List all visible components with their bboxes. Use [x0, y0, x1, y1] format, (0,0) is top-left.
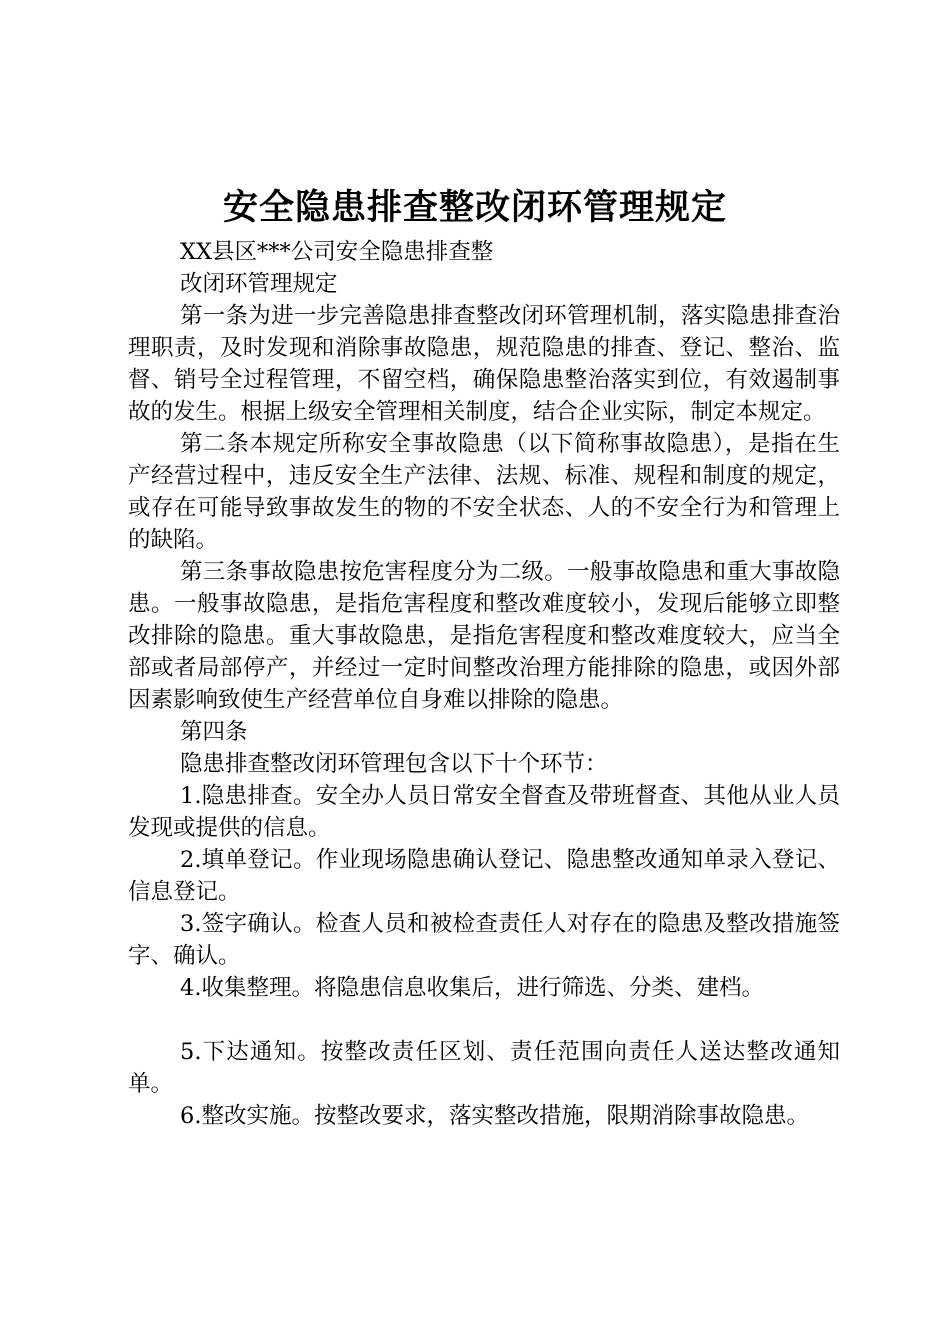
- step-5: 5.下达通知。按整改责任区划、责任范围向责任人送达整改通知单。: [128, 1039, 840, 1097]
- step-3: 3.签字确认。检查人员和被检查责任人对存在的隐患及整改措施签字、确认。: [128, 911, 840, 969]
- document-body: [128, 236, 840, 1132]
- article-3: 第三条事故隐患按危害程度分为二级。一般事故隐患和重大事故隐患。一般事故隐患，是指危害程度和整改难度较小，发现后能够立即整改排除的隐患。重大事故隐患，是指危害程度和整改难度较大，应当全部或者局部停产，并经过一定时间整改治理方能排除的隐患，或因外部因素影响致使生产经营单位自身难以排除的隐患。: [128, 559, 840, 713]
- subtitle-line-2: 改闭环管理规定: [180, 271, 338, 297]
- paragraph-gap: [128, 1004, 840, 1036]
- step-6: 6.整改实施。按整改要求，落实整改措施，限期消除事故隐患。: [180, 1103, 809, 1129]
- step-1: 1.隐患排查。安全办人员日常安全督查及带班督查、其他从业人员发现或提供的信息。: [128, 783, 840, 841]
- article-1: 第一条为进一步完善隐患排查整改闭环管理机制，落实隐患排查治理职责，及时发现和消除事故隐患，规范隐患的排查、登记、整治、监督、销号全过程管理，不留空档，确保隐患整治落实到位，有效遏制事故的发生。根据上级安全管理相关制度，结合企业实际，制定本规定。: [128, 303, 840, 425]
- step-2: 2.填单登记。作业现场隐患确认登记、隐患整改通知单录入登记、信息登记。: [128, 847, 840, 905]
- document-title: 安全隐患排查整改闭环管理规定: [222, 188, 727, 228]
- subtitle-line-1: XX县区***公司安全隐患排查整: [180, 239, 494, 265]
- article-4-intro: 隐患排查整改闭环管理包含以下十个环节：: [180, 751, 608, 777]
- article-4-heading: 第四条: [180, 719, 248, 745]
- article-2: 第二条本规定所称安全事故隐患（以下简称事故隐患），是指在生产经营过程中，违反安全生产法律、法规、标准、规程和制度的规定，或存在可能导致事故发生的物的不安全状态、人的不安全行为和管理上的缺陷。: [128, 431, 840, 553]
- step-4: 4.收集整理。将隐患信息收集后，进行筛选、分类、建档。: [180, 975, 764, 1001]
